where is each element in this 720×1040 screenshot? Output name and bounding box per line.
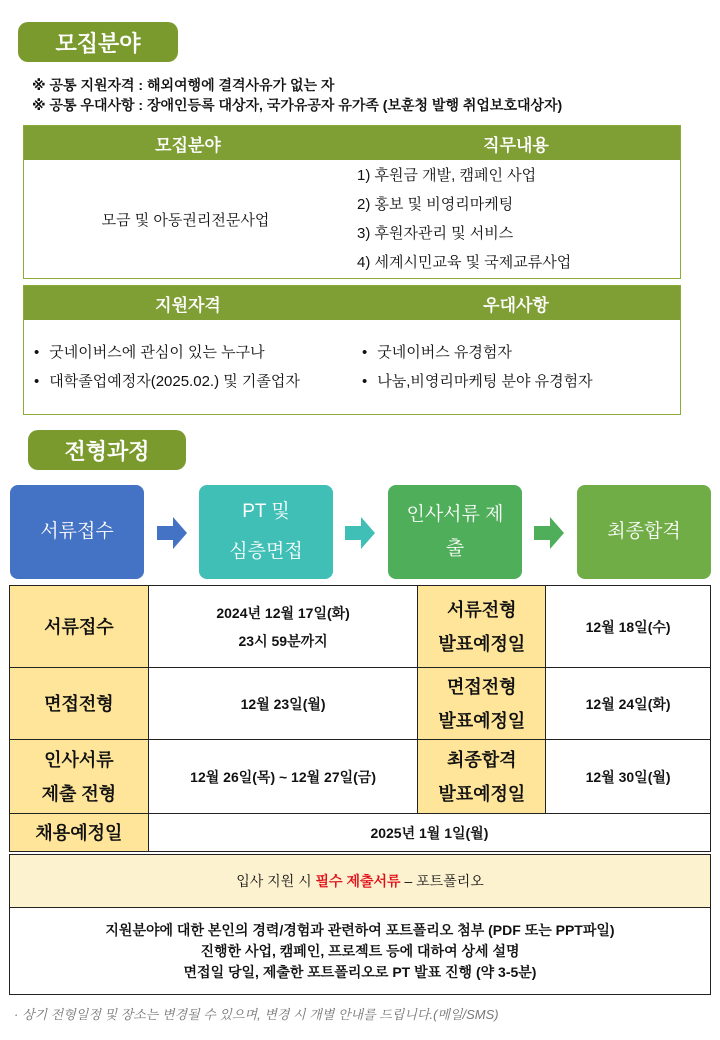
portfolio-line: 면접일 당일, 제출한 포트폴리오로 PT 발표 진행 (약 3-5분) <box>183 963 537 980</box>
step-label: 인사서류 제 <box>406 504 504 525</box>
section-title-recruit <box>18 22 178 62</box>
table-row <box>10 668 711 740</box>
qualification-list <box>24 320 352 414</box>
portfolio-header-text: – 포트폴리오 <box>400 873 484 889</box>
portfolio-line: 지원분야에 대한 본인의 경력/경험과 관련하여 포트폴리오 첨부 (PDF 또는 PPT파일) <box>105 921 615 938</box>
qualification-table <box>23 285 681 415</box>
duty-item: 1) 후원금 개발, 캠페인 사업 <box>357 167 537 184</box>
announce-date: 12월 18일(수) <box>546 586 711 668</box>
required-docs-text: 필수 제출서류 <box>315 873 401 889</box>
announce-line: 발표예정일 <box>438 633 526 654</box>
announce-label <box>418 668 546 740</box>
schedule-table <box>9 585 711 852</box>
step-hr-documents <box>388 485 522 579</box>
common-notes <box>32 75 562 115</box>
qualification-item: • 대학졸업예정자(2025.02.) 및 기졸업자 <box>34 367 352 396</box>
row-label: 서류접수 <box>10 586 149 668</box>
date-cell: 12월 23일(월) <box>148 668 418 740</box>
preference-item: • 굿네이버스 유경험자 <box>362 338 680 367</box>
field-table-header <box>24 126 680 160</box>
row-label: 면접전형 <box>10 668 149 740</box>
announce-line: 발표예정일 <box>438 783 526 804</box>
preference-list <box>352 320 680 414</box>
announce-line: 최종합격 <box>447 749 517 770</box>
step-document <box>10 485 144 579</box>
row-label: 채용예정일 <box>10 814 149 852</box>
step-final <box>577 485 711 579</box>
announce-line: 서류전형 <box>447 599 517 620</box>
label-line: 인사서류 <box>44 749 114 770</box>
date-line: 23시 59분까지 <box>238 632 328 649</box>
section-title-process <box>28 430 186 470</box>
date-cell: 12월 26일(목) ~ 12월 27일(금) <box>148 740 418 814</box>
portfolio-header-text: 입사 지원 시 <box>236 873 316 889</box>
portfolio-line: 진행한 사업, 캠페인, 프로젝트 등에 대하여 상세 설명 <box>200 942 520 959</box>
announce-line: 발표예정일 <box>438 710 526 731</box>
announce-line: 면접전형 <box>447 676 517 697</box>
note-preference: ※ 공통 우대사항 : 장애인등록 대상자, 국가유공자 유가족 (보훈청 발행 취업보호대상자) <box>32 97 563 113</box>
qualification-table-header <box>24 286 680 320</box>
date-cell: 2025년 1월 1일(월) <box>148 814 710 852</box>
section-title-text: 전형과정 <box>64 438 150 464</box>
date-cell <box>148 586 418 668</box>
duty-item: 4) 세계시민교육 및 국제교류사업 <box>357 254 572 271</box>
field-name: 모금 및 아동권리전문사업 <box>101 211 270 229</box>
duty-list <box>347 160 680 278</box>
header-duty: 직무내용 <box>483 135 549 155</box>
announce-date: 12월 24일(화) <box>546 668 711 740</box>
step-label: 출 <box>445 538 465 559</box>
section-title-text: 모집분야 <box>55 30 141 56</box>
step-label: 서류접수 <box>40 521 114 542</box>
date-line: 2024년 12월 17일(화) <box>216 604 350 621</box>
header-preference: 우대사항 <box>483 295 549 315</box>
qualification-item: • 굿네이버스에 관심이 있는 누구나 <box>34 338 352 367</box>
preference-item: • 나눔,비영리마케팅 분야 유경험자 <box>362 367 680 396</box>
arrow-icon <box>345 517 375 554</box>
table-row <box>10 740 711 814</box>
step-label: PT 및 <box>242 501 290 522</box>
duty-item: 3) 후원자관리 및 서비스 <box>357 225 514 242</box>
arrow-icon <box>534 517 564 554</box>
announce-label <box>418 586 546 668</box>
step-interview <box>199 485 333 579</box>
footnote: · 상기 전형일정 및 장소는 변경될 수 있으며, 변경 시 개별 안내를 드립니다.(메일/SMS) <box>14 1007 499 1022</box>
header-field: 모집분야 <box>155 135 221 155</box>
table-row <box>10 586 711 668</box>
field-table <box>23 125 681 279</box>
header-qualification: 지원자격 <box>155 295 221 315</box>
row-label <box>10 740 149 814</box>
step-label: 최종합격 <box>607 521 681 542</box>
duty-item: 2) 홍보 및 비영리마케팅 <box>357 196 514 213</box>
portfolio-body <box>10 908 710 994</box>
announce-date: 12월 30일(월) <box>546 740 711 814</box>
label-line: 제출 전형 <box>41 783 117 804</box>
arrow-icon <box>157 517 187 554</box>
portfolio-box <box>9 854 711 995</box>
portfolio-header <box>10 855 710 908</box>
table-row <box>10 814 711 852</box>
announce-label <box>418 740 546 814</box>
step-label: 심층면접 <box>229 541 303 562</box>
note-qualification: ※ 공통 지원자격 : 해외여행에 결격사유가 없는 자 <box>32 77 335 93</box>
